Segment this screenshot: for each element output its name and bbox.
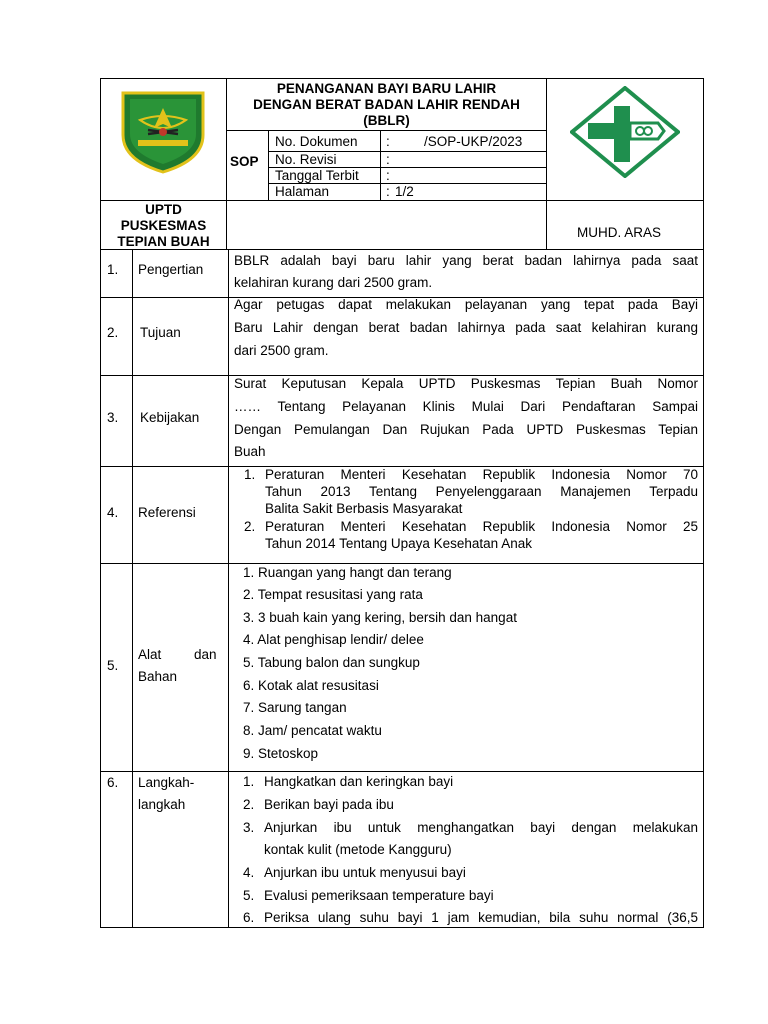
section-label-part: Alat — [138, 647, 162, 662]
section-number: 3. — [107, 410, 119, 425]
list-item-number: 5. — [243, 888, 255, 903]
list-item: 1. Ruangan yang hangt dan terang — [243, 565, 452, 580]
section-number: 2. — [107, 325, 119, 340]
list-item-number: 6. — [243, 910, 255, 925]
list-item-line: Anjurkan ibu untuk menyusui bayi — [264, 865, 466, 880]
list-item-line: Balita Sakit Berbasis Masyarakat — [265, 501, 463, 516]
list-item-number: 3. — [243, 820, 255, 835]
list-item-line: Berikan bayi pada ibu — [264, 797, 394, 812]
list-item-number: 2. — [244, 519, 256, 534]
meta-label-halaman: Halaman — [275, 184, 330, 199]
document-title — [227, 81, 546, 129]
organization-name — [101, 202, 226, 250]
list-item: 7. Sarung tangan — [243, 700, 347, 715]
title-line: PENANGANAN BAYI BARU LAHIR — [276, 81, 497, 96]
list-item-line: Evalusi pemeriksaan temperature bayi — [264, 888, 494, 903]
list-item-number: 1. — [244, 467, 256, 482]
content-line: Baru Lahir dengan berat badan lahirnya pada saat kelahiran kurang — [234, 320, 698, 335]
list-item: 3. 3 buah kain yang kering, bersih dan hangat — [243, 610, 517, 625]
list-item-line: Hangkatkan dan keringkan bayi — [264, 774, 454, 789]
title-line: DENGAN BERAT BADAN LAHIR RENDAH — [253, 97, 520, 112]
list-item: 8. Jam/ pencatat waktu — [243, 723, 382, 738]
puskesmas-logo — [570, 86, 680, 178]
regional-emblem-logo — [120, 90, 206, 174]
meta-sep-halaman: : — [386, 184, 390, 199]
signatory-name: MUHD. ARAS — [577, 225, 662, 240]
meta-value-dokumen: /SOP-UKP/2023 — [424, 134, 523, 149]
list-item-line: Peraturan Menteri Kesehatan Republik Indonesia Nomor 25 — [265, 519, 698, 534]
meta-label-dokumen: No. Dokumen — [275, 134, 358, 149]
list-item-line: kontak kulit (metode Kangguru) — [264, 842, 452, 857]
list-item-number: 1. — [243, 774, 255, 789]
content-line: Surat Keputusan Kepala UPTD Puskesmas Tepian Buah Nomor — [234, 376, 698, 391]
org-line: PUSKESMAS — [120, 218, 207, 233]
list-item-line: Peraturan Menteri Kesehatan Republik Indonesia Nomor 70 — [265, 467, 698, 482]
list-item: 9. Stetoskop — [243, 746, 319, 761]
list-item: 6. Kotak alat resusitasi — [243, 678, 379, 693]
section-number: 6. — [107, 775, 119, 790]
list-item: 5. Tabung balon dan sungkup — [243, 655, 420, 670]
content-line: Dengan Pemulangan Dan Rujukan Pada UPTD Puskesmas Tepian — [234, 422, 698, 437]
section-number: 4. — [107, 505, 119, 520]
section-label-part: Bahan — [138, 669, 178, 684]
meta-sep-dokumen: : — [386, 134, 390, 149]
list-item-number: 2. — [243, 797, 255, 812]
content-line: kelahiran kurang dari 2500 gram. — [234, 275, 433, 290]
meta-label-revisi: No. Revisi — [275, 152, 337, 167]
content-line: …… Tentang Pelayanan Klinis Mulai Dari Pendaftaran Sampai — [234, 399, 698, 414]
section-label: Referensi — [138, 505, 196, 520]
meta-label-tanggal: Tanggal Terbit — [275, 168, 359, 183]
content-line: dari 2500 gram. — [234, 343, 329, 358]
list-item-line: Periksa ulang suhu bayi 1 jam kemudian, bila suhu normal (36,5 — [264, 910, 698, 925]
org-line: TEPIAN BUAH — [117, 234, 210, 249]
section-number: 1. — [107, 262, 119, 277]
content-line: BBLR adalah bayi baru lahir yang berat badan lahirnya pada saat — [234, 253, 698, 268]
meta-sep-tanggal: : — [386, 168, 390, 183]
list-item-line: Anjurkan ibu untuk menghangatkan bayi dengan melakukan — [264, 820, 698, 835]
section-number: 5. — [107, 658, 119, 673]
section-label: Tujuan — [140, 325, 181, 340]
section-label-part: Langkah- — [138, 775, 195, 790]
section-label: Pengertian — [138, 262, 204, 277]
meta-value-halaman: 1/2 — [395, 184, 414, 199]
list-item-line: Tahun 2014 Tentang Upaya Kesehatan Anak — [265, 536, 532, 551]
section-label: Kebijakan — [140, 410, 200, 425]
content-line: Buah — [234, 444, 266, 459]
title-line: (BBLR) — [363, 113, 410, 128]
content-line: Agar petugas dapat melakukan pelayanan yang tepat pada Bayi — [234, 297, 698, 312]
org-line: UPTD — [145, 202, 182, 217]
meta-sep-revisi: : — [386, 152, 390, 167]
list-item: 4. Alat penghisap lendir/ delee — [243, 632, 424, 647]
list-item-line: Tahun 2013 Tentang Penyelenggaraan Manajemen Terpadu — [265, 484, 698, 499]
section-label-part: dan — [194, 647, 217, 662]
sop-label: SOP — [230, 154, 259, 169]
list-item-number: 4. — [243, 865, 255, 880]
list-item: 2. Tempat resusitasi yang rata — [243, 587, 423, 602]
section-label-part: langkah — [138, 797, 186, 812]
